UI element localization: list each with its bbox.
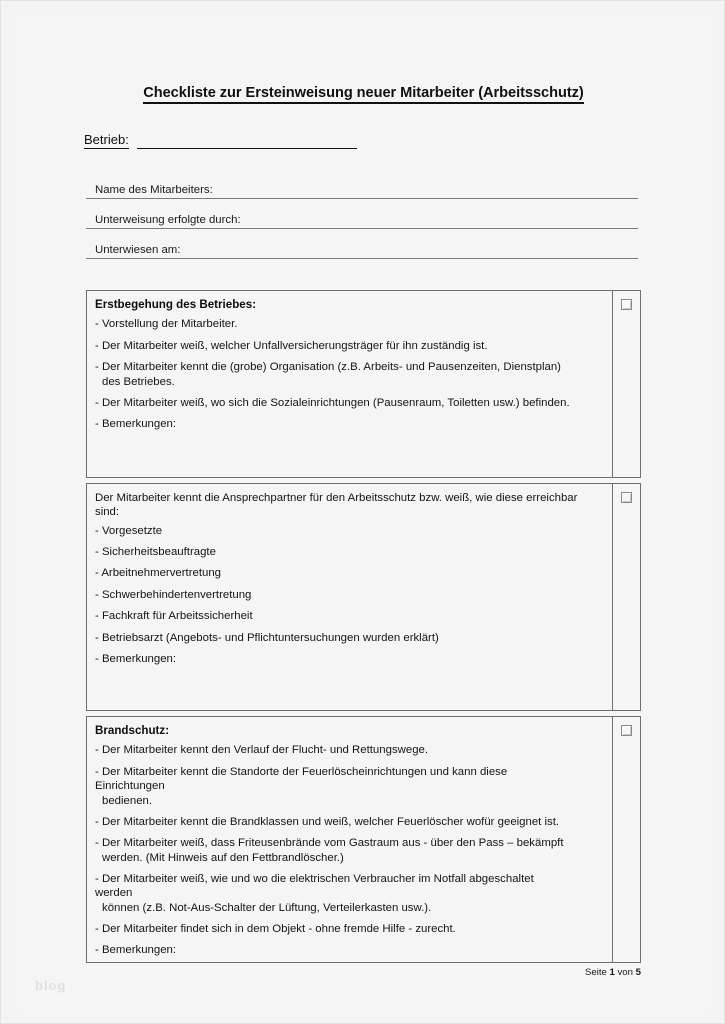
checklist-item bbox=[95, 566, 604, 580]
checklist-item-text: - Der Mitarbeiter weiß, wo sich die Sozialeinrichtungen (Pausenraum, Toiletten usw.) befinden. bbox=[95, 396, 570, 409]
checklist-item-text: - Bemerkungen: bbox=[95, 418, 177, 431]
section-ansprechpartner bbox=[86, 483, 641, 711]
footer-total-pages: 5 bbox=[635, 967, 641, 978]
footer-middle: von bbox=[614, 967, 636, 978]
checklist-item-continuation-flush: Einrichtungen bbox=[95, 780, 165, 793]
checklist-item-text: - Der Mitarbeiter kennt die Standorte der Feuerlöscheinrichtungen und kann diese bbox=[95, 765, 508, 778]
section-checkbox-cell[interactable] bbox=[613, 291, 640, 477]
checklist-item-text: - Bemerkungen: bbox=[95, 652, 177, 665]
section-body bbox=[87, 717, 613, 962]
checklist-item bbox=[95, 922, 604, 936]
field-unterwiesen-am[interactable] bbox=[86, 244, 638, 259]
checklist-item bbox=[95, 545, 604, 559]
document-sheet bbox=[19, 15, 708, 1011]
section-body bbox=[87, 484, 613, 710]
checklist-item-text: - Der Mitarbeiter findet sich in dem Objekt - ohne fremde Hilfe - zurecht. bbox=[95, 923, 456, 936]
checklist-item-bemerkungen bbox=[95, 943, 604, 957]
checklist-item-text: - Sicherheitsbeauftragte bbox=[95, 546, 216, 559]
checklist-item bbox=[95, 317, 604, 331]
checklist-item-text: - Der Mitarbeiter kennt den Verlauf der Flucht- und Rettungswege. bbox=[95, 744, 429, 757]
checklist-item-bemerkungen bbox=[95, 652, 604, 666]
checklist-item-text: - Der Mitarbeiter weiß, wie und wo die elektrischen Verbraucher im Notfall abgeschaltet bbox=[95, 873, 534, 885]
checklist-item-continuation: bedienen. bbox=[102, 794, 153, 807]
checklist-item bbox=[95, 609, 604, 623]
checklist-item bbox=[95, 631, 604, 645]
checklist-item-text: - Arbeitnehmervertretung bbox=[95, 567, 221, 580]
field-label: Unterweisung erfolgte durch: bbox=[95, 214, 241, 226]
checklist-item-text: - Vorgesetzte bbox=[95, 524, 163, 537]
section-body bbox=[87, 291, 613, 477]
checklist-item-continuation: können (z.B. Not-Aus-Schalter der Lüftung, Verteilerkasten usw.). bbox=[102, 901, 432, 914]
checkbox-icon[interactable] bbox=[621, 492, 632, 503]
checklist-item-continuation-flush: werden bbox=[95, 887, 133, 900]
checklist-item-text: - Der Mitarbeiter kennt die Brandklassen und weiß, welcher Feuerlöscher wofür geeignet ist. bbox=[95, 815, 560, 828]
betrieb-label: Betrieb: bbox=[84, 132, 129, 147]
field-label: Unterwiesen am: bbox=[95, 244, 181, 256]
checklist-item-text: - Vorstellung der Mitarbeiter. bbox=[95, 318, 238, 331]
checklist-item bbox=[95, 524, 604, 538]
checkbox-icon[interactable] bbox=[621, 725, 632, 736]
section-brandschutz bbox=[86, 716, 641, 963]
checklist-item bbox=[95, 339, 604, 353]
checklist-item-continuation: des Betriebes. bbox=[102, 375, 175, 388]
checklist-item-text: - Der Mitarbeiter weiß, dass Friteusenbrände vom Gastraum aus - über den Pass – bekämpft bbox=[95, 837, 564, 850]
checklist-item bbox=[95, 836, 604, 865]
section-erstbegehung bbox=[86, 290, 641, 478]
checklist-item bbox=[95, 815, 604, 829]
footer-prefix: Seite bbox=[584, 967, 610, 978]
section-checkbox-cell[interactable] bbox=[613, 717, 640, 962]
checklist-item bbox=[95, 765, 604, 808]
checklist-item bbox=[95, 396, 604, 410]
checklist-item-text: - Bemerkungen: bbox=[95, 944, 177, 957]
watermark: blog bbox=[35, 978, 67, 993]
section-heading: Brandschutz: bbox=[95, 724, 170, 737]
checkbox-icon[interactable] bbox=[621, 299, 632, 310]
checklist-item-bemerkungen bbox=[95, 417, 604, 431]
section-intro: Der Mitarbeiter kennt die Ansprechpartner für den Arbeitsschutz bzw. weiß, wie diese erreichbar sind: bbox=[95, 492, 578, 519]
checklist-item bbox=[95, 588, 604, 602]
footer-current-page: 1 bbox=[609, 967, 615, 978]
field-unterweisung-erfolgte-durch[interactable] bbox=[86, 214, 638, 229]
checklist-item-text: - Betriebsarzt (Angebots- und Pflichtuntersuchungen wurden erklärt) bbox=[95, 631, 439, 644]
checklist-item-text: - Fachkraft für Arbeitssicherheit bbox=[95, 610, 253, 623]
betrieb-input-rule[interactable] bbox=[137, 136, 357, 149]
field-name-des-mitarbeiters[interactable] bbox=[86, 184, 638, 199]
checklist-item bbox=[95, 360, 604, 389]
checklist-item-text: - Der Mitarbeiter weiß, welcher Unfallversicherungsträger für ihn zuständig ist. bbox=[95, 339, 488, 352]
checklist-item-text: - Schwerbehindertenvertretung bbox=[95, 588, 252, 601]
field-label: Name des Mitarbeiters: bbox=[95, 184, 213, 196]
checklist-item-text: - Der Mitarbeiter kennt die (grobe) Organisation (z.B. Arbeits- und Pausenzeiten, Dienstplan) bbox=[95, 361, 561, 374]
section-heading: Erstbegehung des Betriebes: bbox=[95, 298, 257, 311]
page-title-text: Checkliste zur Ersteinweisung neuer Mitarbeiter (Arbeitsschutz) bbox=[143, 85, 583, 104]
betrieb-field[interactable] bbox=[84, 132, 357, 149]
page-footer bbox=[19, 967, 641, 978]
page-title bbox=[19, 85, 708, 101]
checklist-item bbox=[95, 743, 604, 757]
section-checkbox-cell[interactable] bbox=[613, 484, 640, 710]
checklist-item-continuation: werden. (Mit Hinweis auf den Fettbrandlöscher.) bbox=[102, 851, 344, 864]
checklist-item bbox=[95, 872, 604, 915]
